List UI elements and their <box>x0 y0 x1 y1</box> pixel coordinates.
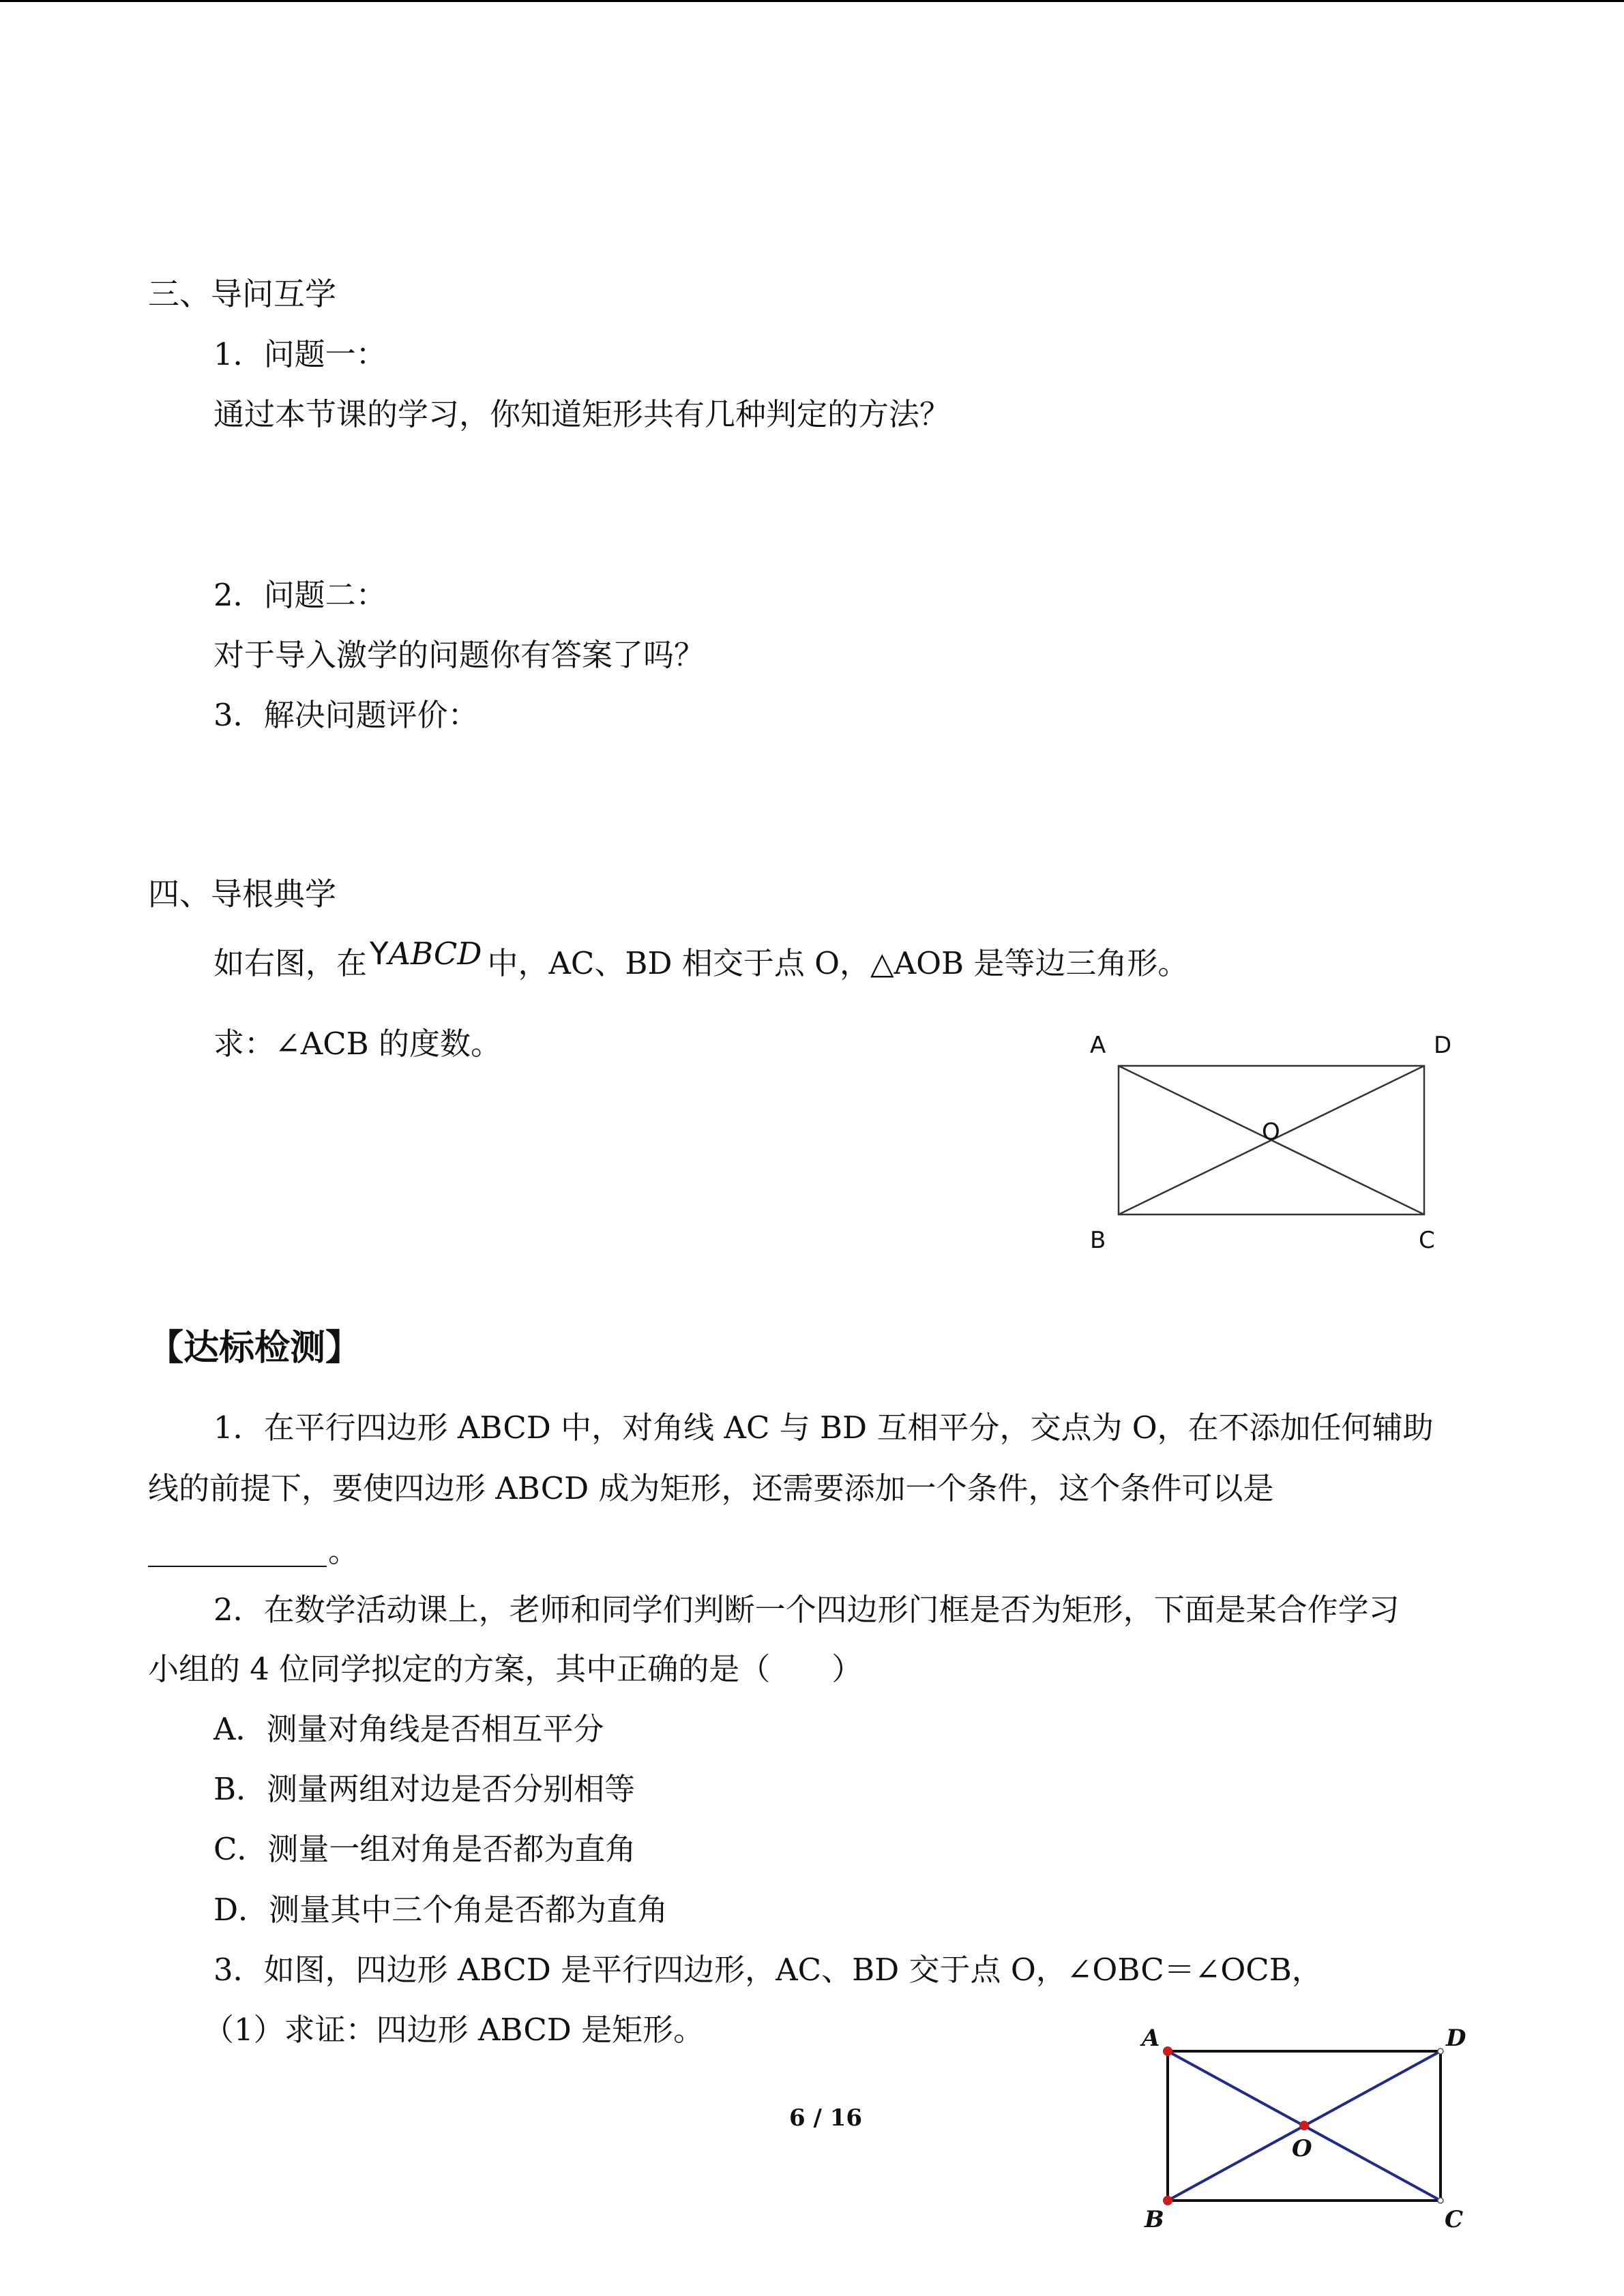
question-2-text: 对于导入激学的问题你有答案了吗？ <box>213 637 705 673</box>
fig2-point-c <box>1438 2198 1443 2203</box>
fig1-label-o: O <box>1262 1118 1280 1146</box>
page-number: 6 / 16 <box>789 2104 863 2132</box>
option-d: D．测量其中三个角是否都为直角 <box>213 1892 668 1928</box>
fig1-label-a: A <box>1090 1032 1106 1059</box>
test-q3-sub1: （1）求证：四边形 ABCD 是矩形。 <box>203 2012 705 2048</box>
test-q1-end: 。 <box>328 1533 359 1569</box>
example-problem-statement <box>213 936 1189 983</box>
test-section-heading: 【达标检测】 <box>148 1328 361 1369</box>
question-2-label: 2．问题二： <box>213 577 387 613</box>
test-q1-line1: 1．在平行四边形 ABCD 中，对角线 AC 与 BD 互相平分，交点为 O，在不添加任何辅助 <box>213 1410 1434 1446</box>
question-1-label: 1．问题一： <box>213 336 387 372</box>
parallelogram-symbol: Y <box>370 936 389 972</box>
fig1-label-b: B <box>1090 1227 1106 1254</box>
fig2-label-c: C <box>1445 2206 1464 2233</box>
top-border-line <box>0 0 1624 2</box>
question-1-text: 通过本节课的学习，你知道矩形共有几种判定的方法？ <box>213 396 951 432</box>
option-c: C．测量一组对角是否都为直角 <box>213 1831 636 1867</box>
fig2-point-b <box>1163 2196 1172 2205</box>
parallelogram-name: ABCD <box>388 936 482 972</box>
fig2-point-a <box>1163 2046 1172 2056</box>
fig2-point-o <box>1299 2121 1309 2130</box>
example-ask: 求：∠ACB 的度数。 <box>213 1026 502 1062</box>
fig2-point-d <box>1438 2048 1443 2054</box>
fig2-label-o: O <box>1292 2135 1312 2162</box>
rectangle-figure-2 <box>1132 2012 1487 2237</box>
answer-blank <box>148 1566 327 1567</box>
test-q2-line1: 2．在数学活动课上，老师和同学们判断一个四边形门框是否为矩形，下面是某合作学习 <box>213 1592 1400 1628</box>
fig1-label-c: C <box>1419 1227 1435 1254</box>
fig2-label-a: A <box>1142 2025 1160 2052</box>
problem-prefix: 如右图，在 <box>213 945 368 981</box>
rectangle-figure-1 <box>1078 1023 1460 1265</box>
fig2-label-d: D <box>1446 2025 1466 2052</box>
section-3-title: 三、导问互学 <box>148 275 336 312</box>
test-q3-line1: 3．如图，四边形 ABCD 是平行四边形，AC、BD 交于点 O，∠OBC＝∠OCB， <box>213 1952 1323 1988</box>
problem-rest: 中，AC、BD 相交于点 O，△AOB 是等边三角形。 <box>487 945 1189 981</box>
fig1-label-d: D <box>1434 1032 1452 1059</box>
option-a: A．测量对角线是否相互平分 <box>213 1711 604 1747</box>
fig2-label-b: B <box>1145 2206 1164 2233</box>
option-b: B．测量两组对边是否分别相等 <box>213 1771 636 1807</box>
section-4-title: 四、导根典学 <box>148 876 336 912</box>
test-q2-line2: 小组的 4 位同学拟定的方案，其中正确的是（ ） <box>148 1651 863 1687</box>
test-q1-line2: 线的前提下，要使四边形 ABCD 成为矩形，还需要添加一个条件，这个条件可以是 <box>148 1470 1274 1506</box>
question-3-label: 3．解决问题评价： <box>213 697 479 733</box>
